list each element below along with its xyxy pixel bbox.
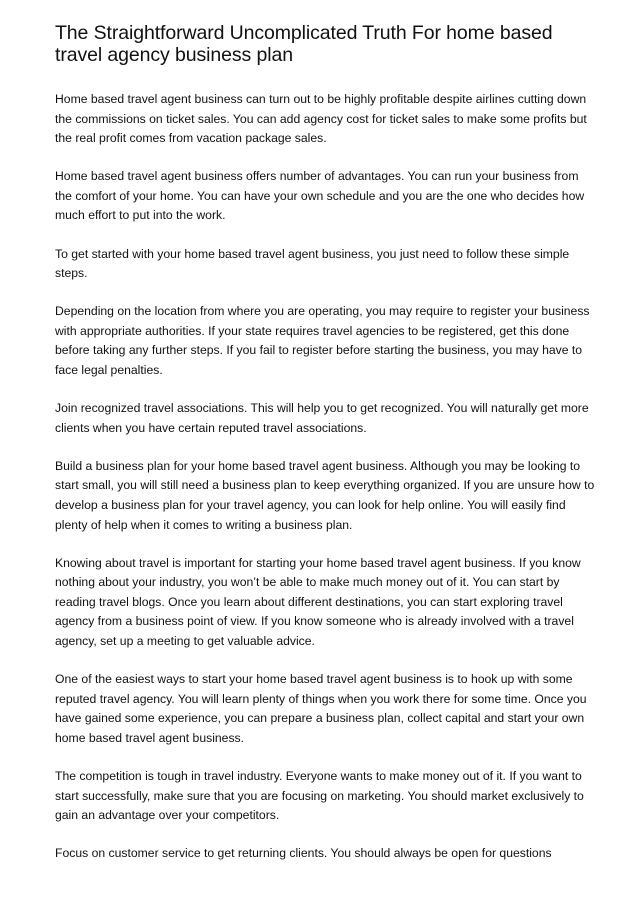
paragraph-associations: Join recognized travel associations. This will help you to get recognized. You will naturally get more clients when you have certain reputed travel associations.	[55, 401, 589, 435]
document-page	[55, 22, 595, 882]
paragraph-advantages: Home based travel agent business offers number of advantages. You can run your business from the comfort of your home. You can have your own schedule and you are the one who decides how much effort to put into the work.	[55, 169, 585, 223]
paragraph-agency-experience: One of the easiest ways to start your home based travel agent business is to hook up with some reputed travel agency. You will learn plenty of things when you work there for some time. Once you have gained some experience, you can prepare a business plan, collect capital and start your own home based travel agent business.	[55, 672, 587, 745]
paragraph-business-plan: Build a business plan for your home based travel agent business. Although you may be looking to start small, you will still need a business plan to keep everything organized. If you are unsure how to develop a business plan for your travel agency, you can look for help online. You will easily find plenty of help when it comes to writing a business plan.	[55, 458, 595, 532]
paragraph-registration: Depending on the location from where you are operating, you may require to register your business with appropriate authorities. If your state requires travel agencies to be registered, get this done before taking any further steps. If you fail to register before starting the business, you may have to face legal penalties.	[55, 304, 590, 378]
paragraph-intro: Home based travel agent business can turn out to be highly profitable despite airlines cutting down the commissions on ticket sales. You can add agency cost for ticket sales to make some profits but the real profit comes from vacation package sales.	[55, 92, 587, 146]
paragraph-travel-knowledge: Knowing about travel is important for starting your home based travel agent business. If you know nothing about your industry, you won’t be able to make much money out of it. You can start by reading travel blogs. Once you learn about different destinations, you can start exploring travel agency from a business point of view. If you know someone who is already involved with a travel agency, set up a meeting to get valuable advice.	[55, 555, 581, 649]
paragraph-marketing: The competition is tough in travel industry. Everyone wants to make money out of it. If you want to start successfully, make sure that you are focusing on marketing. You should market exclusively to gain an advantage over your competitors.	[55, 769, 584, 823]
paragraph-customer-service: Focus on customer service to get returning clients. You should always be open for questions	[55, 846, 552, 861]
paragraph-steps-intro: To get started with your home based travel agent business, you just need to follow these simple steps.	[55, 246, 570, 281]
document-title: The Straightforward Uncomplicated Truth For home based travel agency business plan	[55, 22, 553, 66]
